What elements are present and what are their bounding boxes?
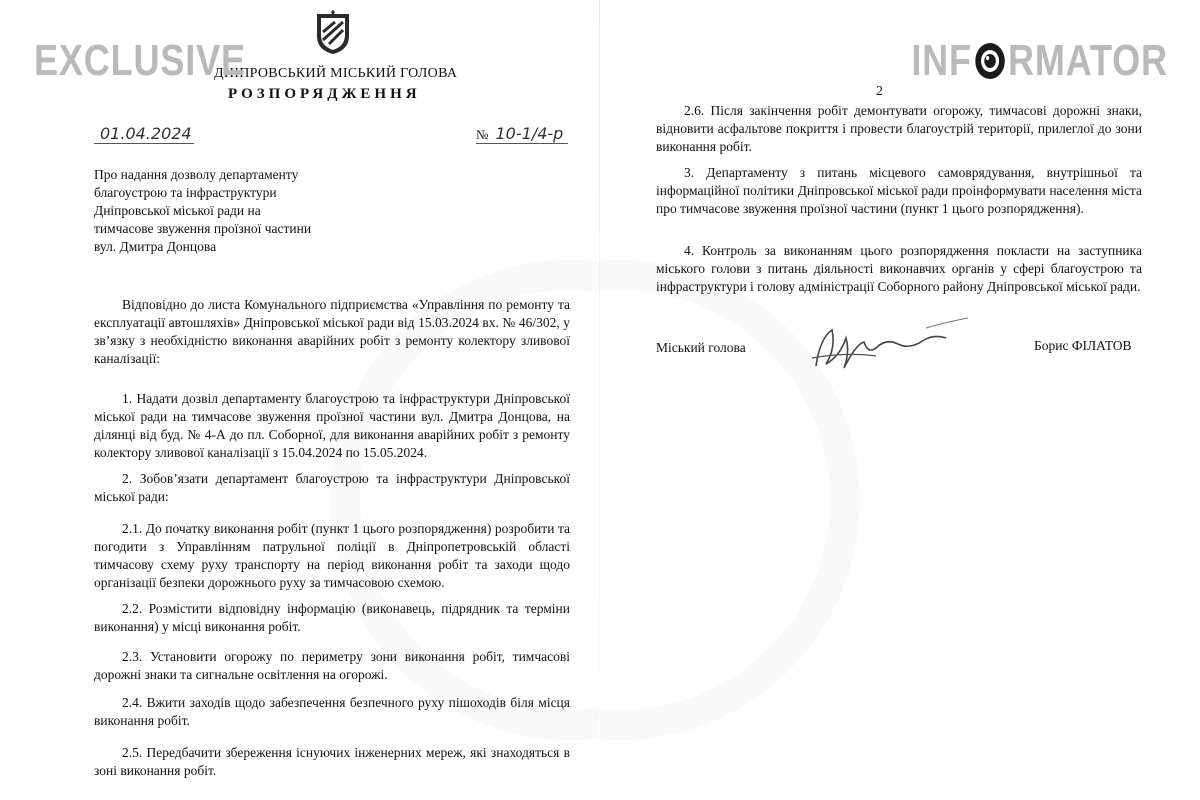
item-3: 3. Департаменту з питань місцевого самоврядування, внутрішньої та інформаційної політики Дніпровської міської ради проінформувати населення міста про тимчасове звуження проїзної частини (пункт 1 цього розпорядження).	[656, 165, 1142, 216]
org-title: ДНІПРОВСЬКИЙ МІСЬКИЙ ГОЛОВА	[214, 66, 458, 81]
number-sign: №	[476, 127, 489, 142]
document-number: 10-1/4-р	[495, 124, 564, 143]
document-number-field	[476, 124, 568, 144]
item-2-4: 2.4. Вжити заходів щодо забезпечення безпечного руху пішоходів біля місця виконання робіт.	[94, 695, 570, 728]
signature-icon	[806, 308, 976, 380]
page-number: 2	[876, 84, 883, 99]
item-2-6: 2.6. Після закінчення робіт демонтувати огорожу, тимчасові дорожні знаки, відновити асфальтове покриття і провести благоустрій території, прилеглої до зони виконання робіт.	[656, 103, 1142, 154]
informator-text-prefix: INF	[911, 36, 972, 85]
item-1: 1. Надати дозвіл департаменту благоустрою та інфраструктури Дніпровської міської ради на тимчасове звуження проїзної частини вул. Дмитра Донцова, на ділянці від буд. № 4-А до пл. Соборної, для виконання аварійних робіт з ремонту колектору зливової каналізації з 15.04.2024 по 15.05.2024.	[94, 391, 570, 460]
item-2-3: 2.3. Установити огорожу по периметру зони виконання робіт, тимчасові дорожні знаки та сигнальне освітлення на огорожі.	[94, 649, 570, 682]
item-2: 2. Зобов’язати департамент благоустрою та інфраструктури Дніпровської міської ради:	[94, 471, 570, 504]
item-2-1: 2.1. До початку виконання робіт (пункт 1 цього розпорядження) розробити та погодити з Управлінням патрульної поліції в Дніпропетровській області тимчасову схему руху транспорту на період виконання робіт та заходи щодо організації безпеки дорожнього руху за тимчасовою схемою.	[94, 521, 570, 590]
item-2-2: 2.2. Розмістити відповідну інформацію (виконавець, підрядник та терміни виконання) у місці виконання робіт.	[94, 601, 570, 634]
item-4: 4. Контроль за виконанням цього розпорядження покласти на заступника міського голови з питань діяльності виконавчих органів у сфері благоустрою та інфраструктури і голову адміністрації Соборного району Дніпровської міської ради.	[656, 243, 1142, 294]
signatory-position: Міський голова	[656, 340, 746, 355]
informator-text-suffix: RMATOR	[1008, 36, 1168, 85]
exclusive-watermark: EXCLUSIVE	[34, 36, 246, 85]
coat-of-arms-icon	[313, 10, 353, 56]
document-type: РОЗПОРЯДЖЕННЯ	[228, 86, 421, 102]
preamble-paragraph: Відповідно до листа Комунального підприємства «Управління по ремонту та експлуатації автошляхів» Дніпровської міської ради від 15.03.2024 вх. № 46/302, у зв’язку з необхідністю виконання аварійних робіт з ремонту колектору зливової каналізації:	[94, 297, 570, 366]
item-2-5: 2.5. Передбачити збереження існуючих інженерних мереж, які знаходяться в зоні виконання робіт.	[94, 745, 570, 778]
eye-logo-icon	[974, 41, 1007, 81]
informator-watermark	[911, 36, 1168, 86]
signatory-name: Борис ФІЛАТОВ	[1034, 338, 1132, 353]
document-date: 01.04.2024	[94, 124, 194, 144]
document-subject: Про надання дозволу департаменту благоустрою та інфраструктури Дніпровської міської ради на тимчасове звуження проїзної частини вул. Дмитра Донцова	[94, 167, 312, 254]
